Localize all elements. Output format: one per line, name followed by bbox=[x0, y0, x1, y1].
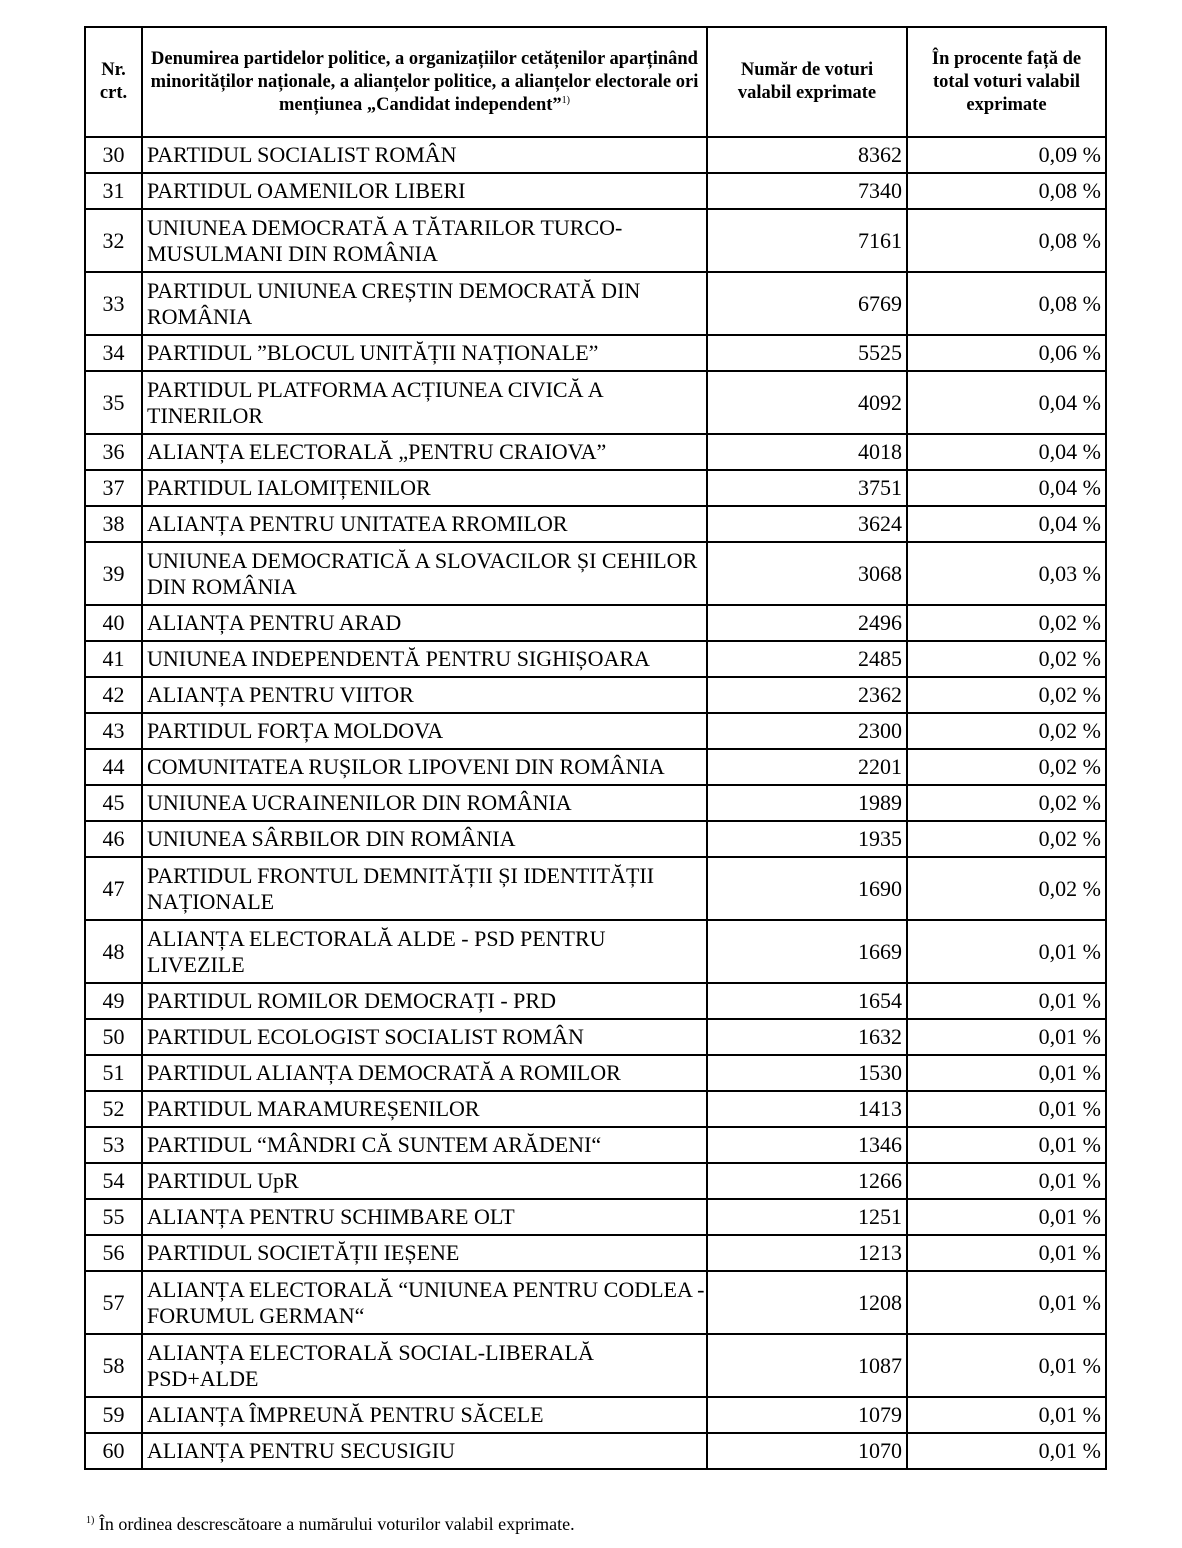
header-name bbox=[142, 27, 707, 137]
table-header bbox=[85, 27, 1106, 137]
row-party-name: PARTIDUL OAMENILOR LIBERI bbox=[142, 173, 707, 209]
row-votes: 4018 bbox=[707, 434, 907, 470]
table-row bbox=[85, 713, 1106, 749]
row-number: 50 bbox=[85, 1019, 142, 1055]
row-percent: 0,03 % bbox=[907, 542, 1106, 605]
row-number: 60 bbox=[85, 1433, 142, 1469]
footnote bbox=[86, 1514, 575, 1535]
row-percent: 0,04 % bbox=[907, 371, 1106, 434]
row-party-name: PARTIDUL PLATFORMA ACȚIUNEA CIVICĂ A TINERILOR bbox=[142, 371, 707, 434]
row-percent: 0,08 % bbox=[907, 173, 1106, 209]
row-party-name: UNIUNEA DEMOCRATĂ A TĂTARILOR TURCO-MUSULMANI DIN ROMÂNIA bbox=[142, 209, 707, 272]
row-percent: 0,08 % bbox=[907, 209, 1106, 272]
row-party-name: PARTIDUL ROMILOR DEMOCRAȚI - PRD bbox=[142, 983, 707, 1019]
row-votes: 1989 bbox=[707, 785, 907, 821]
row-percent: 0,01 % bbox=[907, 1127, 1106, 1163]
row-percent: 0,02 % bbox=[907, 785, 1106, 821]
row-percent: 0,09 % bbox=[907, 137, 1106, 173]
table-row bbox=[85, 1334, 1106, 1397]
row-votes: 1266 bbox=[707, 1163, 907, 1199]
row-number: 39 bbox=[85, 542, 142, 605]
row-percent: 0,01 % bbox=[907, 1091, 1106, 1127]
table-row bbox=[85, 1091, 1106, 1127]
row-votes: 1632 bbox=[707, 1019, 907, 1055]
table-row bbox=[85, 677, 1106, 713]
table-row bbox=[85, 1019, 1106, 1055]
header-percent bbox=[907, 27, 1106, 137]
row-votes: 2496 bbox=[707, 605, 907, 641]
row-party-name: PARTIDUL UNIUNEA CREȘTIN DEMOCRATĂ DIN ROMÂNIA bbox=[142, 272, 707, 335]
row-number: 58 bbox=[85, 1334, 142, 1397]
row-percent: 0,01 % bbox=[907, 920, 1106, 983]
row-party-name: COMUNITATEA RUȘILOR LIPOVENI DIN ROMÂNIA bbox=[142, 749, 707, 785]
row-votes: 4092 bbox=[707, 371, 907, 434]
row-number: 53 bbox=[85, 1127, 142, 1163]
row-votes: 3624 bbox=[707, 506, 907, 542]
table-row bbox=[85, 1055, 1106, 1091]
header-votes-label: Număr de voturi valabil exprimate bbox=[737, 60, 877, 103]
row-party-name: PARTIDUL ”BLOCUL UNITĂȚII NAȚIONALE” bbox=[142, 335, 707, 371]
row-party-name: ALIANȚA ELECTORALĂ „PENTRU CRAIOVA” bbox=[142, 434, 707, 470]
row-party-name: UNIUNEA SÂRBILOR DIN ROMÂNIA bbox=[142, 821, 707, 857]
row-votes: 2201 bbox=[707, 749, 907, 785]
table-row bbox=[85, 857, 1106, 920]
row-party-name: PARTIDUL FORȚA MOLDOVA bbox=[142, 713, 707, 749]
row-party-name: PARTIDUL FRONTUL DEMNITĂȚII ȘI IDENTITĂȚII NAȚIONALE bbox=[142, 857, 707, 920]
row-party-name: PARTIDUL SOCIALIST ROMÂN bbox=[142, 137, 707, 173]
row-votes: 1251 bbox=[707, 1199, 907, 1235]
table-row bbox=[85, 470, 1106, 506]
table-row bbox=[85, 506, 1106, 542]
row-party-name: ALIANȚA ÎMPREUNĂ PENTRU SĂCELE bbox=[142, 1397, 707, 1433]
row-number: 42 bbox=[85, 677, 142, 713]
row-party-name: ALIANȚA PENTRU VIITOR bbox=[142, 677, 707, 713]
row-number: 43 bbox=[85, 713, 142, 749]
row-number: 47 bbox=[85, 857, 142, 920]
row-number: 55 bbox=[85, 1199, 142, 1235]
row-votes: 1935 bbox=[707, 821, 907, 857]
row-percent: 0,04 % bbox=[907, 470, 1106, 506]
table-row bbox=[85, 272, 1106, 335]
row-percent: 0,01 % bbox=[907, 1055, 1106, 1091]
row-percent: 0,01 % bbox=[907, 1397, 1106, 1433]
row-number: 51 bbox=[85, 1055, 142, 1091]
row-percent: 0,02 % bbox=[907, 821, 1106, 857]
header-percent-label: În procente față de total voturi valabil exprimate bbox=[931, 48, 1082, 115]
header-nr bbox=[85, 27, 142, 137]
header-nr-label: Nr. crt. bbox=[99, 60, 128, 103]
row-number: 41 bbox=[85, 641, 142, 677]
row-votes: 1087 bbox=[707, 1334, 907, 1397]
row-votes: 1530 bbox=[707, 1055, 907, 1091]
row-party-name: ALIANȚA PENTRU SCHIMBARE OLT bbox=[142, 1199, 707, 1235]
row-number: 36 bbox=[85, 434, 142, 470]
row-votes: 7340 bbox=[707, 173, 907, 209]
table-row bbox=[85, 434, 1106, 470]
row-number: 45 bbox=[85, 785, 142, 821]
row-party-name: PARTIDUL “MÂNDRI CĂ SUNTEM ARĂDENI“ bbox=[142, 1127, 707, 1163]
row-number: 57 bbox=[85, 1271, 142, 1334]
row-number: 52 bbox=[85, 1091, 142, 1127]
row-percent: 0,01 % bbox=[907, 1271, 1106, 1334]
row-party-name: ALIANȚA PENTRU UNITATEA RROMILOR bbox=[142, 506, 707, 542]
row-votes: 3751 bbox=[707, 470, 907, 506]
row-party-name: ALIANȚA ELECTORALĂ SOCIAL-LIBERALĂ PSD+ALDE bbox=[142, 1334, 707, 1397]
row-number: 48 bbox=[85, 920, 142, 983]
table-row bbox=[85, 920, 1106, 983]
row-votes: 2485 bbox=[707, 641, 907, 677]
row-percent: 0,02 % bbox=[907, 605, 1106, 641]
row-party-name: UNIUNEA INDEPENDENTĂ PENTRU SIGHIȘOARA bbox=[142, 641, 707, 677]
row-party-name: UNIUNEA DEMOCRATICĂ A SLOVACILOR ȘI CEHILOR DIN ROMÂNIA bbox=[142, 542, 707, 605]
row-number: 59 bbox=[85, 1397, 142, 1433]
table-row bbox=[85, 371, 1106, 434]
row-votes: 3068 bbox=[707, 542, 907, 605]
table-row bbox=[85, 1397, 1106, 1433]
header-row bbox=[85, 27, 1106, 137]
table-row bbox=[85, 137, 1106, 173]
row-number: 35 bbox=[85, 371, 142, 434]
table-row bbox=[85, 335, 1106, 371]
table-row bbox=[85, 209, 1106, 272]
row-number: 31 bbox=[85, 173, 142, 209]
row-party-name: PARTIDUL MARAMUREȘENILOR bbox=[142, 1091, 707, 1127]
row-percent: 0,04 % bbox=[907, 506, 1106, 542]
row-number: 46 bbox=[85, 821, 142, 857]
row-votes: 1070 bbox=[707, 1433, 907, 1469]
row-percent: 0,02 % bbox=[907, 641, 1106, 677]
table-row bbox=[85, 785, 1106, 821]
row-party-name: PARTIDUL IALOMIȚENILOR bbox=[142, 470, 707, 506]
row-percent: 0,08 % bbox=[907, 272, 1106, 335]
table-row bbox=[85, 542, 1106, 605]
row-percent: 0,02 % bbox=[907, 713, 1106, 749]
row-percent: 0,02 % bbox=[907, 749, 1106, 785]
table-row bbox=[85, 641, 1106, 677]
table-row bbox=[85, 1271, 1106, 1334]
table-row bbox=[85, 1433, 1106, 1469]
row-votes: 8362 bbox=[707, 137, 907, 173]
row-votes: 1213 bbox=[707, 1235, 907, 1271]
row-percent: 0,02 % bbox=[907, 677, 1106, 713]
table-row bbox=[85, 1163, 1106, 1199]
row-votes: 1690 bbox=[707, 857, 907, 920]
row-votes: 1413 bbox=[707, 1091, 907, 1127]
row-party-name: ALIANȚA PENTRU SECUSIGIU bbox=[142, 1433, 707, 1469]
row-number: 56 bbox=[85, 1235, 142, 1271]
row-percent: 0,04 % bbox=[907, 434, 1106, 470]
header-name-label: Denumirea partidelor politice, a organizațiilor cetățenilor aparținând minorităților naționale, a alianțelor politice, a alianțelor electorale ori mențiunea „Candidat independent” bbox=[150, 48, 699, 115]
row-party-name: PARTIDUL SOCIETĂȚII IEȘENE bbox=[142, 1235, 707, 1271]
table-row bbox=[85, 605, 1106, 641]
row-votes: 1654 bbox=[707, 983, 907, 1019]
row-percent: 0,01 % bbox=[907, 1433, 1106, 1469]
row-percent: 0,01 % bbox=[907, 1019, 1106, 1055]
row-votes: 1346 bbox=[707, 1127, 907, 1163]
row-number: 37 bbox=[85, 470, 142, 506]
row-votes: 2300 bbox=[707, 713, 907, 749]
header-name-footnote-marker: 1) bbox=[561, 94, 571, 106]
row-number: 33 bbox=[85, 272, 142, 335]
row-votes: 1079 bbox=[707, 1397, 907, 1433]
row-number: 40 bbox=[85, 605, 142, 641]
table-row bbox=[85, 983, 1106, 1019]
row-percent: 0,01 % bbox=[907, 1163, 1106, 1199]
footnote-marker: 1) bbox=[86, 1515, 95, 1526]
row-party-name: ALIANȚA ELECTORALĂ ALDE - PSD PENTRU LIVEZILE bbox=[142, 920, 707, 983]
row-votes: 1669 bbox=[707, 920, 907, 983]
row-votes: 2362 bbox=[707, 677, 907, 713]
row-party-name: ALIANȚA PENTRU ARAD bbox=[142, 605, 707, 641]
table-body bbox=[85, 137, 1106, 1469]
row-percent: 0,01 % bbox=[907, 1334, 1106, 1397]
footnote-text: În ordinea descrescătoare a numărului voturilor valabil exprimate. bbox=[94, 1514, 575, 1534]
table-row bbox=[85, 821, 1106, 857]
row-percent: 0,06 % bbox=[907, 335, 1106, 371]
row-party-name: UNIUNEA UCRAINENILOR DIN ROMÂNIA bbox=[142, 785, 707, 821]
row-number: 34 bbox=[85, 335, 142, 371]
table-row bbox=[85, 749, 1106, 785]
row-number: 49 bbox=[85, 983, 142, 1019]
row-votes: 6769 bbox=[707, 272, 907, 335]
table-row bbox=[85, 173, 1106, 209]
table-row bbox=[85, 1127, 1106, 1163]
row-percent: 0,01 % bbox=[907, 1235, 1106, 1271]
row-number: 32 bbox=[85, 209, 142, 272]
row-percent: 0,01 % bbox=[907, 983, 1106, 1019]
row-votes: 5525 bbox=[707, 335, 907, 371]
table-row bbox=[85, 1235, 1106, 1271]
row-votes: 7161 bbox=[707, 209, 907, 272]
row-percent: 0,01 % bbox=[907, 1199, 1106, 1235]
row-party-name: PARTIDUL ECOLOGIST SOCIALIST ROMÂN bbox=[142, 1019, 707, 1055]
row-party-name: ALIANȚA ELECTORALĂ “UNIUNEA PENTRU CODLEA - FORUMUL GERMAN“ bbox=[142, 1271, 707, 1334]
row-number: 38 bbox=[85, 506, 142, 542]
row-number: 44 bbox=[85, 749, 142, 785]
row-percent: 0,02 % bbox=[907, 857, 1106, 920]
header-votes bbox=[707, 27, 907, 137]
row-number: 54 bbox=[85, 1163, 142, 1199]
row-party-name: PARTIDUL UpR bbox=[142, 1163, 707, 1199]
row-number: 30 bbox=[85, 137, 142, 173]
row-votes: 1208 bbox=[707, 1271, 907, 1334]
results-table bbox=[84, 26, 1107, 1470]
table-row bbox=[85, 1199, 1106, 1235]
row-party-name: PARTIDUL ALIANȚA DEMOCRATĂ A ROMILOR bbox=[142, 1055, 707, 1091]
